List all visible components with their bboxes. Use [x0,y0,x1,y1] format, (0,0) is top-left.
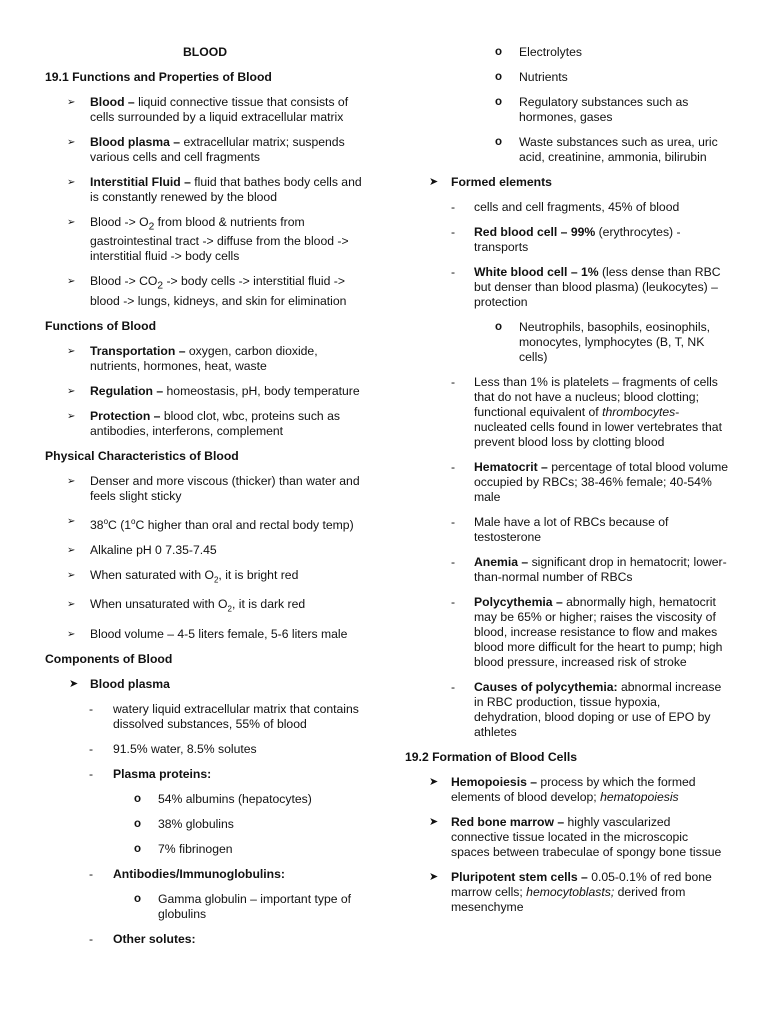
dash-bullet-icon: - [89,741,94,756]
text: 91.5% water, 8.5% solutes [113,741,257,756]
italic-term: hematopoiesis [600,790,679,804]
text: C higher than oral and rectal body temp) [135,517,354,532]
list-item [45,597,365,616]
superscript: o [103,516,109,526]
text: 38 [90,517,104,532]
list-item [45,627,365,642]
list-item [45,135,365,165]
arrow-bullet-icon: ➢ [67,177,76,188]
text: - nucleated cells found in lower vertebrates that prevent blood loss by clotting blood [474,405,722,449]
text: Alkaline pH 0 7.35-7.45 [90,542,217,557]
list-item [405,95,730,125]
dash-bullet-icon: - [451,680,456,694]
list-item [45,344,365,374]
term: Polycythemia – [474,595,563,609]
list-item [45,215,365,264]
term: Blood – [90,95,135,109]
italic-term: thrombocytes [602,405,676,419]
term: Antibodies/Immunoglobulins: [113,866,285,881]
text: Neutrophils, basophils, eosinophils, monocytes, lymphocytes (B, T, NK cells) [519,320,711,364]
text: Electrolytes [519,45,582,59]
list-item [45,384,365,399]
list-item [45,892,365,922]
text: watery liquid extracellular matrix that contains dissolved substances, 55% of blood [113,701,359,731]
bold-arrow-bullet-icon: ➤ [429,176,439,188]
circle-bullet-icon: o [134,792,142,805]
superscript: o [131,516,136,526]
list-item [405,555,730,585]
arrow-bullet-icon: ➢ [67,385,76,397]
definition: homeostasis, pH, body temperature [163,383,360,398]
definition: 0.05-0.1% of red bone marrow cells; [451,870,712,899]
bold-arrow-bullet-icon: ➤ [429,816,439,828]
list-item [405,815,730,860]
arrow-bullet-icon: ➢ [67,410,76,422]
arrow-bullet-icon: ➢ [67,599,76,611]
subscript: 2 [148,221,155,233]
bold-arrow-bullet-icon: ➤ [429,776,439,788]
dash-bullet-icon: - [451,375,456,389]
list-item [45,842,365,857]
circle-bullet-icon: o [495,46,503,58]
definition: (less dense than RBC but denser than blood plasma) (leukocytes) – protection [474,265,721,309]
list-item [45,95,365,125]
list-item [405,200,730,215]
circle-bullet-icon: o [134,842,142,855]
dash-bullet-icon: - [89,766,94,781]
subscript: 2 [213,575,219,585]
text: -> body cells -> interstitial fluid -> blood -> lungs, kidneys, and skin for elimination [90,274,347,308]
arrow-bullet-icon: ➢ [67,475,76,487]
term: Blood plasma – [90,135,181,149]
term: Anemia – [474,555,529,569]
text: , it is bright red [218,567,299,582]
term: Interstitial Fluid – [90,175,191,189]
dash-bullet-icon: - [451,200,456,214]
list-item [405,175,730,190]
list-item [45,474,365,504]
definition: significant drop in hematocrit; lower-than-normal number of RBCs [474,555,727,584]
list-item [405,70,730,85]
dash-bullet-icon: - [89,866,94,881]
list-item [405,45,730,60]
term: Other solutes: [113,931,196,946]
list-item [45,175,365,205]
definition: extracellular matrix; suspends various cells and cell fragments [90,135,345,164]
list-item [405,775,730,805]
list-item [45,514,365,533]
list-item [405,870,730,915]
term: Formed elements [451,175,552,189]
text: Denser and more viscous (thicker) than water and feels slight sticky [90,473,360,503]
circle-bullet-icon: o [495,96,503,108]
arrow-bullet-icon: ➢ [67,137,76,148]
list-item [45,867,365,882]
text: Less than 1% is platelets – fragments of cells that do not have a nucleus; blood clotting; functional equivalent of [474,375,718,419]
circle-bullet-icon: o [495,71,503,83]
text: Gamma globulin – important type of globulins [158,891,352,921]
circle-bullet-icon: o [134,892,142,905]
term: Hematocrit – [474,460,548,474]
definition: abnormal increase in RBC production, tissue hypoxia, dehydration, blood doping or use of EPO by athletes [474,680,722,739]
dash-bullet-icon: - [451,515,456,529]
bold-arrow-bullet-icon: ➤ [429,871,439,883]
list-item [405,225,730,255]
arrow-bullet-icon: ➢ [67,569,76,581]
text: When unsaturated with O [90,597,228,612]
list-item [45,817,365,832]
list-item [405,265,730,310]
text: 7% fibrinogen [158,841,233,856]
arrow-bullet-icon: ➢ [67,97,76,108]
definition: (erythrocytes) - transports [474,225,681,254]
term: Regulation – [90,383,164,398]
dash-bullet-icon: - [89,931,94,946]
list-item [405,680,730,740]
bold-arrow-bullet-icon: ➤ [69,677,79,690]
text: When saturated with O [90,567,214,582]
text: , it is dark red [231,597,306,612]
term: Pluripotent stem cells – [451,870,588,884]
arrow-bullet-icon: ➢ [67,345,76,357]
definition: liquid connective tissue that consists of cells surrounded by a liquid extracellular matrix [90,95,349,124]
dash-bullet-icon: - [451,225,456,239]
list-item [45,274,365,308]
list-item [405,460,730,505]
section-heading-19-2: 19.2 Formation of Blood Cells [405,750,577,764]
term: Hemopoiesis – [451,775,538,789]
definition: abnormally high, hematocrit may be 65% or higher; raises the viscosity of blood, increase resistance to flow and makes blood more difficult for the heart to pump; high blood pressure, increased risk of stroke [474,595,723,669]
dash-bullet-icon: - [89,701,94,716]
text: Regulatory substances such as hormones, gases [519,95,689,124]
list-item [405,375,730,450]
list-item [45,568,365,587]
text: from blood & nutrients from gastrointestinal tract -> diffuse from the blood -> interstitial fluid -> body cells [90,215,349,264]
term: Plasma proteins: [113,766,212,781]
dash-bullet-icon: - [451,265,456,279]
text: 38% globulins [158,816,234,831]
list-item [45,742,365,757]
dash-bullet-icon: - [451,460,456,474]
list-item [405,515,730,545]
term: Red bone marrow – [451,815,565,829]
definition: blood clot, wbc, proteins such as antibodies, interferons, complement [90,408,340,438]
definition: percentage of total blood volume occupied by RBCs; 38-46% female; 40-54% male [474,460,729,504]
list-item [45,767,365,782]
subheading-physical: Physical Characteristics of Blood [45,448,239,463]
text: Nutrients [519,70,568,84]
text: Blood -> CO [90,274,158,289]
definition: oxygen, carbon dioxide, nutrients, hormones, heat, waste [90,343,318,373]
term: Red blood cell – 99% [474,225,596,239]
text: Blood -> O [90,215,149,229]
text: Blood volume – 4-5 liters female, 5-6 liters male [90,626,348,641]
italic-term: hemocytoblasts; [526,885,615,899]
text: Male have a lot of RBCs because of testosterone [474,515,669,544]
arrow-bullet-icon: ➢ [67,276,76,288]
list-item [405,135,730,165]
text: Waste substances such as urea, uric acid, creatinine, ammonia, bilirubin [519,135,718,164]
list-item [45,932,365,947]
section-heading-19-1: 19.1 Functions and Properties of Blood [45,70,272,84]
dash-bullet-icon: - [451,555,456,569]
term: White blood cell – 1% [474,265,599,279]
subheading-functions: Functions of Blood [45,318,157,333]
text: C (1 [108,517,132,532]
list-item [45,702,365,732]
circle-bullet-icon: o [134,817,142,830]
arrow-bullet-icon: ➢ [67,217,76,228]
arrow-bullet-icon: ➢ [67,628,76,640]
arrow-bullet-icon: ➢ [67,515,76,527]
subscript: 2 [157,280,164,292]
list-item [45,543,365,558]
definition: fluid that bathes body cells and is constantly renewed by the blood [90,175,362,204]
definition: derived from mesenchyme [451,885,686,914]
arrow-bullet-icon: ➢ [67,544,76,556]
subheading-components: Components of Blood [45,651,173,666]
term: Blood plasma [90,676,170,691]
document-title: BLOOD [182,45,227,59]
term: Protection – [90,408,161,423]
circle-bullet-icon: o [495,136,503,148]
term: Causes of polycythemia: [474,680,618,694]
dash-bullet-icon: - [451,595,456,609]
circle-bullet-icon: o [495,321,503,333]
left-column [45,45,365,957]
text: 54% albumins (hepatocytes) [158,791,312,806]
list-item [45,409,365,439]
right-column [405,45,730,925]
text: cells and cell fragments, 45% of blood [474,200,680,214]
subscript: 2 [227,604,232,614]
list-item [405,595,730,670]
list-item [45,677,365,692]
term: Transportation – [90,343,186,358]
list-item [405,320,730,365]
definition: highly vascularized connective tissue located in the microscopic spaces between trabeculae of spongy bone tissue [451,815,722,859]
list-item [45,792,365,807]
definition: process by which the formed elements of blood develop; [451,775,696,804]
